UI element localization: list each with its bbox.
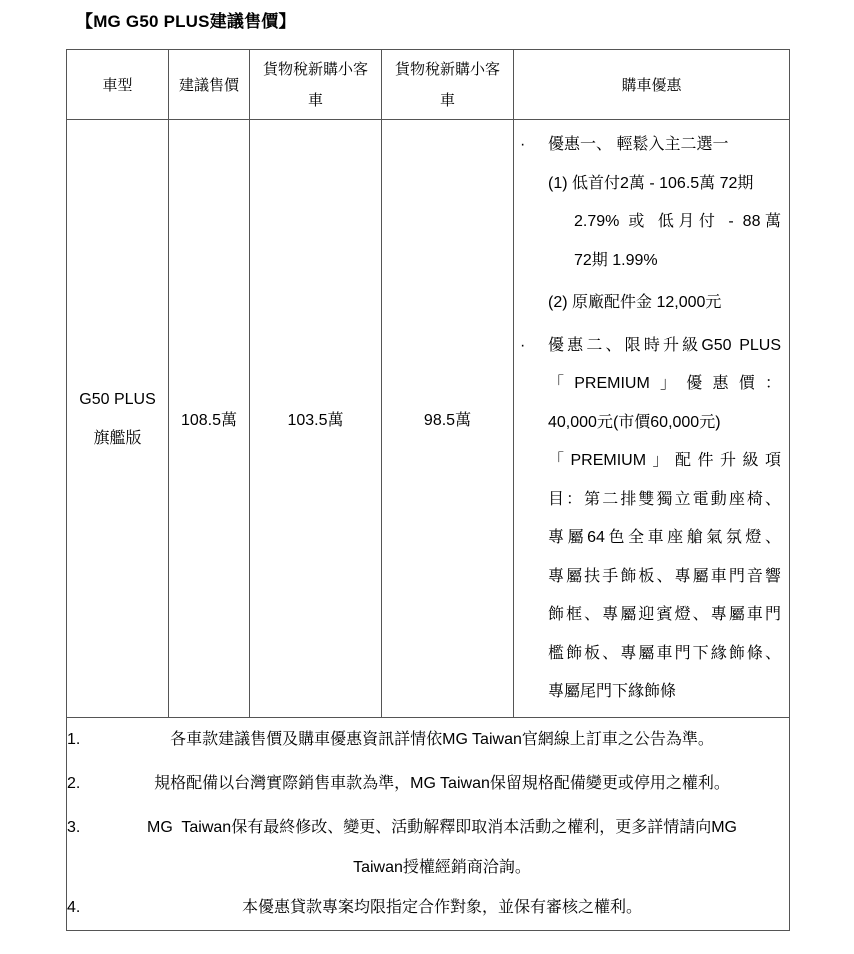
header-tax1-line1: 貨物稅新購小客 [262,60,368,78]
header-tax1-line2: 車 [307,91,323,109]
offer2-line5: 目：第二排雙獨立電動座椅、 [548,490,781,508]
note-text: 規格配備以台灣實際銷售車款為準，MG Taiwan保留規格配備變更或停用之權利。 [154,775,730,792]
header-row [67,50,790,120]
offer-2 [514,327,781,712]
offer2-line7: 專屬扶手飾板、專屬車門音響 [548,567,781,585]
note-number: 1. [67,731,81,748]
cell-model [67,120,169,718]
notes-list [67,718,789,930]
offer2-line4: 「PREMIUM」配件升級項 [548,452,781,469]
cell-msrp: 108.5萬 [169,120,250,718]
offer2-line1: 優惠二、限時升級G50 PLUS [548,336,781,354]
offer1-option-b [514,284,781,323]
price-table [66,49,790,931]
table-row [67,120,790,718]
cell-tax2: 98.5萬 [382,120,514,718]
note-text: 本優惠貸款專案均限指定合作對象，並保有審核之權利。 [241,899,642,916]
offer2-line3: 40,000元(市價60,000元) [548,413,721,431]
offer1-a-line3: 72期 1.99% [574,251,658,269]
header-tax2-line2: 車 [439,91,455,109]
header-tax2 [382,50,514,120]
offer2-line2: 「PREMIUM」優惠價： [548,375,781,392]
header-msrp [169,50,250,120]
model-line2: 旗艦版 [93,429,142,447]
offers-list [514,120,789,712]
note-item [67,886,789,930]
note-item [67,718,789,762]
note-number: 2. [67,775,81,792]
model-line1: G50 PLUS [79,390,156,408]
note-text: MG Taiwan保有最終修改、變更、活動解釋即取消本活動之權利，更多詳情請向MG [147,819,737,836]
offer1-a-line1: (1) 低首付2萬 - 106.5萬 72期 [548,174,754,192]
cell-offers [514,120,790,718]
header-tax2-line1: 貨物稅新購小客 [394,60,500,78]
offer2-line6: 專屬64色全車座艙氣氛燈、 [548,529,781,546]
header-tax1 [250,50,382,120]
offer1-option-a [514,165,781,281]
header-msrp-label: 建議售價 [178,77,239,94]
notes-cell [67,718,790,931]
offer1-title: 優惠一、 輕鬆入主二選一 [548,136,729,153]
cell-tax1: 103.5萬 [250,120,382,718]
bullet-icon: · [520,336,526,354]
note-number: 4. [67,899,81,916]
note-item [67,762,789,806]
note-item [67,806,789,886]
header-model [67,50,169,120]
note-number: 3. [67,819,81,836]
header-offers [514,50,790,120]
notes-row [67,718,790,931]
offer2-line9: 檻飾板、專屬車門下緣飾條、 [548,644,781,662]
note-text-cont: Taiwan授權經銷商洽詢。 [353,859,531,876]
offer2-line10: 專屬尾門下緣飾條 [548,683,677,700]
offer1-b-text: (2) 原廠配件金 12,000元 [548,294,722,311]
offer2-line8: 飾框、專屬迎賓燈、專屬車門 [548,606,781,623]
offer1-a-line2: 2.79% 或 低月付 - 88萬 [574,213,781,230]
offer-1 [514,126,781,165]
page-title: 【MG G50 PLUS建議售價】 [76,12,296,31]
header-offers-label: 購車優惠 [621,77,682,94]
bullet-icon: · [520,136,526,153]
header-model-label: 車型 [102,77,133,94]
note-text: 各車款建議售價及購車優惠資訊詳情依MG Taiwan官網線上訂車之公告為準。 [170,731,714,748]
